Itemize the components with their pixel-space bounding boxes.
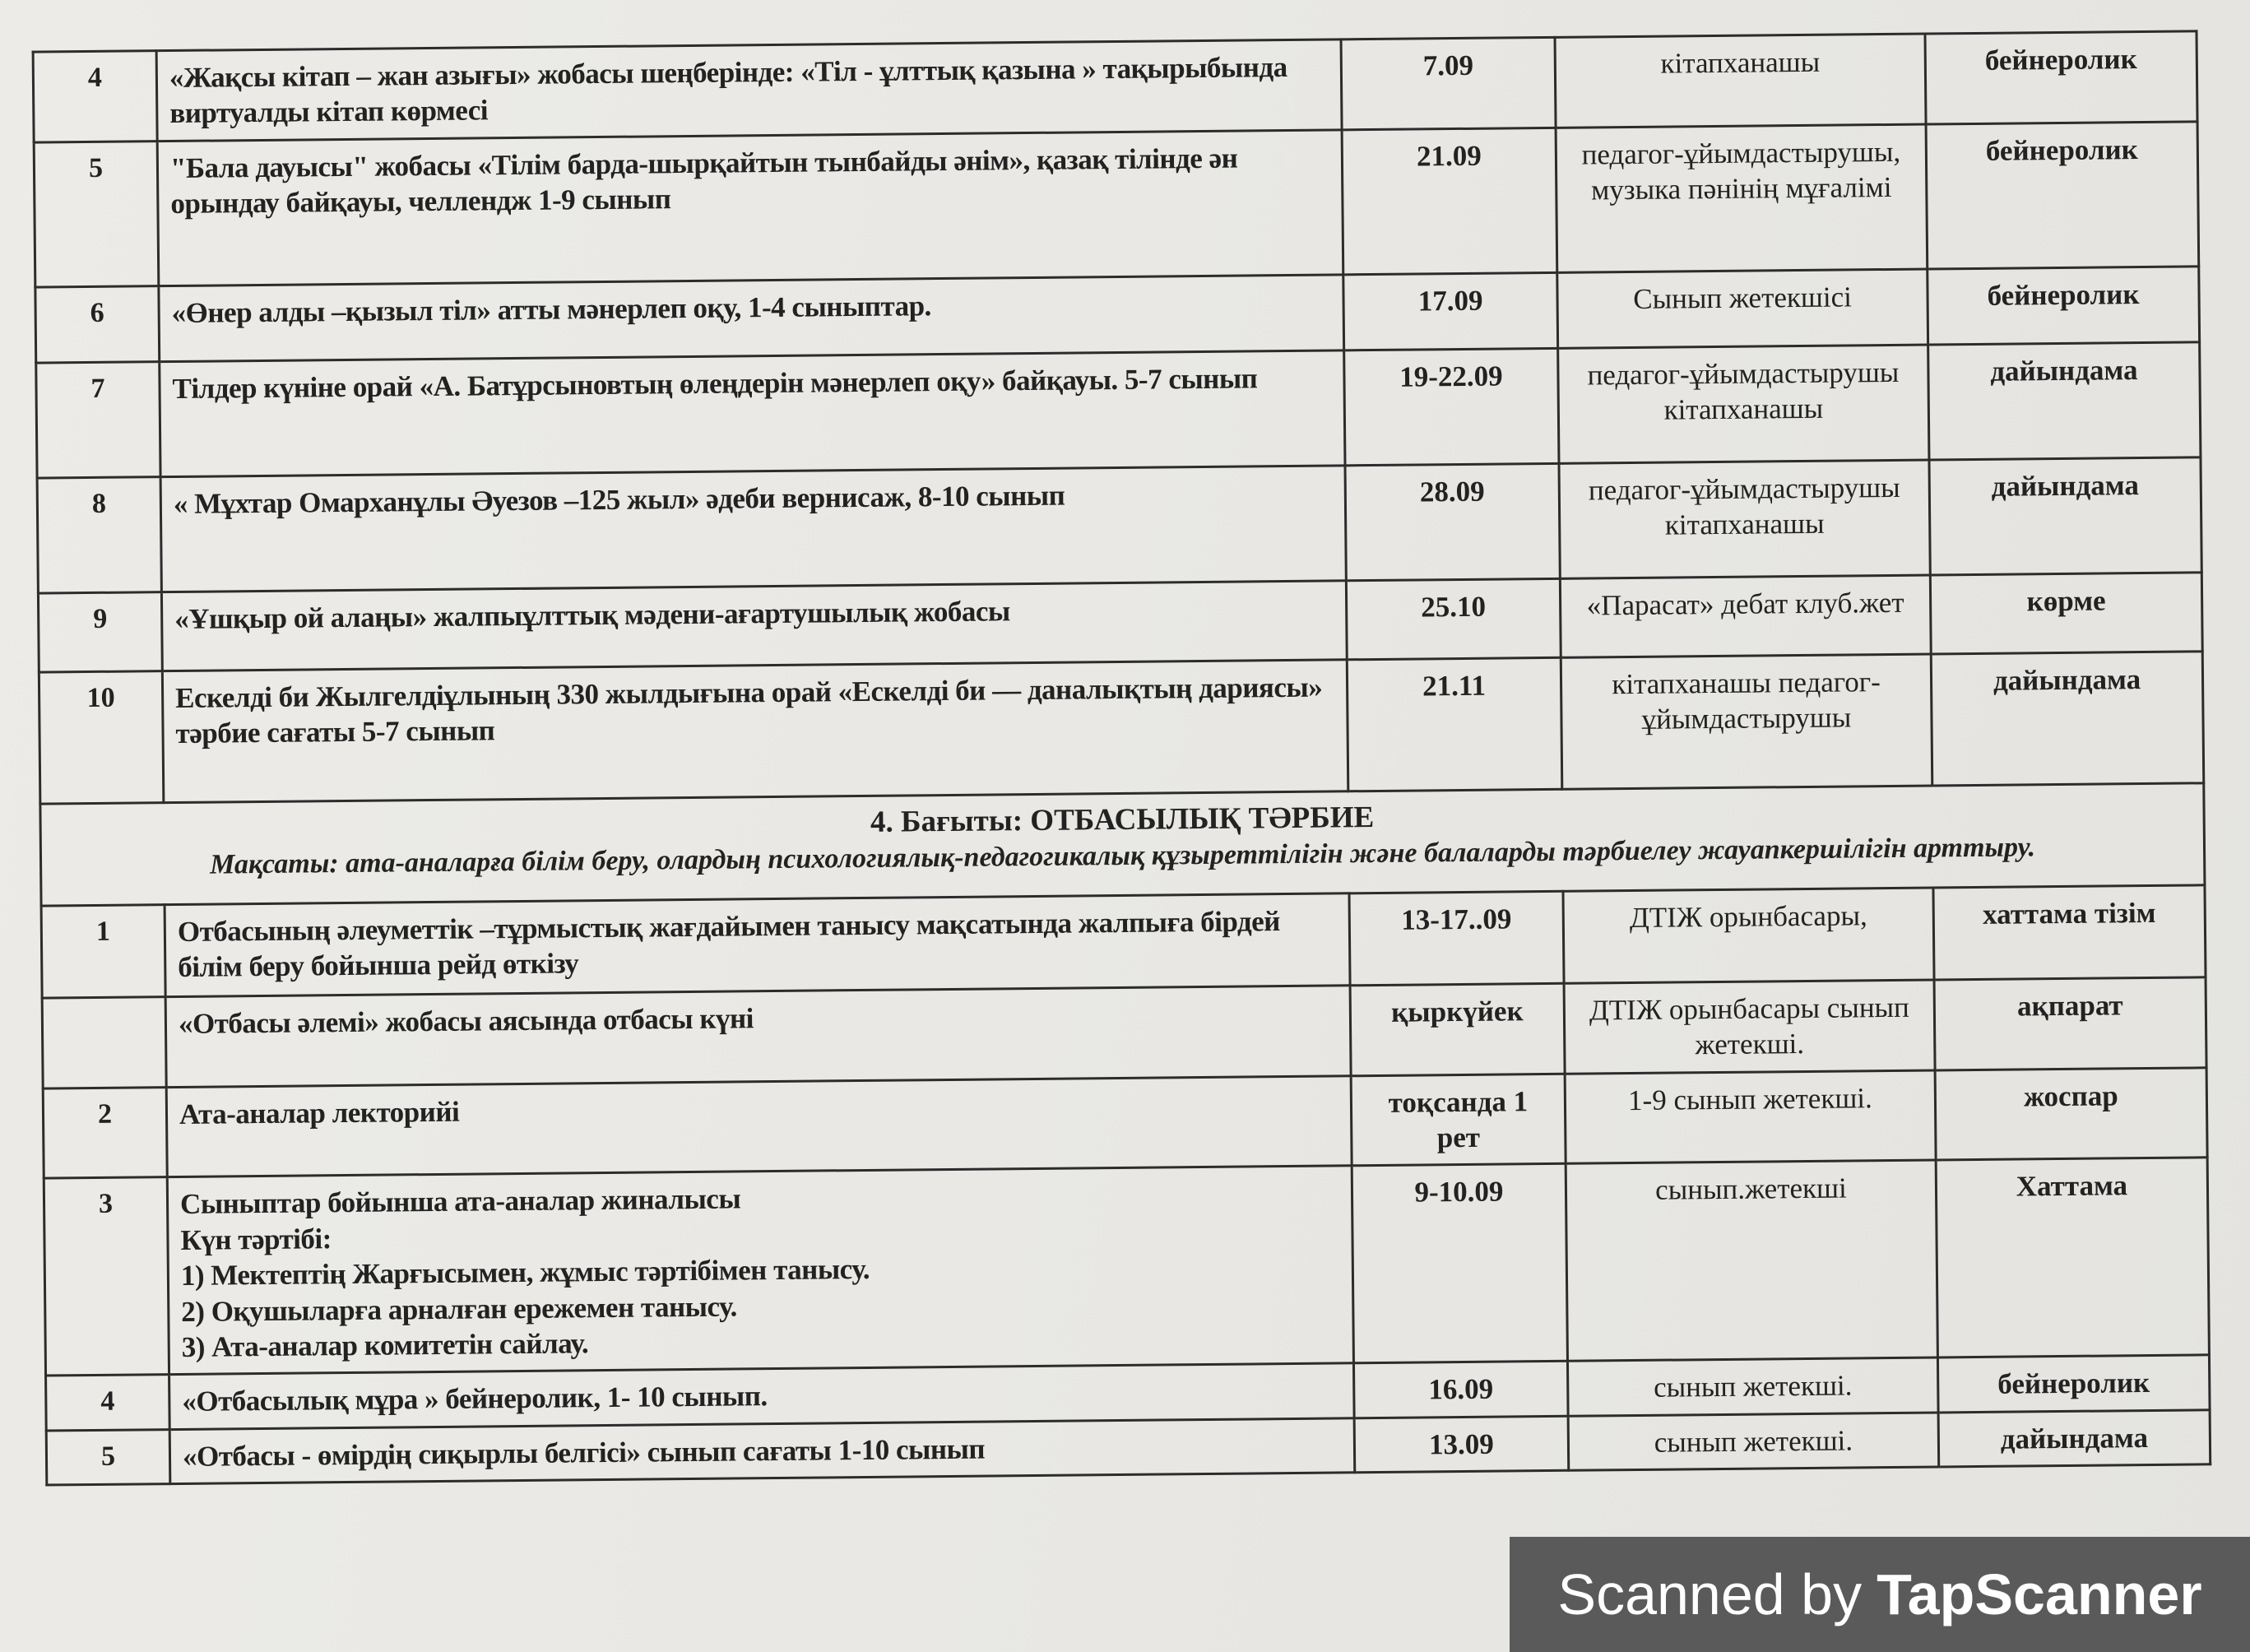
event-output-form: дайындама [1928, 342, 2201, 460]
watermark-brand: TapScanner [1877, 1562, 2202, 1626]
row-number: 1 [41, 904, 165, 997]
event-name: «Отбасы - өмірдің сиқырлы белгісі» сынып сағаты 1-10 сынып [169, 1418, 1355, 1483]
event-date: 25.10 [1346, 578, 1561, 659]
table-row [39, 652, 2203, 804]
table-row [44, 1158, 2209, 1376]
row-number: 8 [37, 476, 161, 592]
event-responsible: сынып жетекші. [1567, 1357, 1938, 1416]
table-row [36, 342, 2201, 478]
event-date: 13.09 [1354, 1416, 1569, 1473]
event-output-form: дайындама [1931, 652, 2204, 786]
row-number: 6 [35, 285, 160, 362]
row-number: 2 [43, 1087, 167, 1178]
row-number [42, 996, 166, 1088]
event-output-form: дайындама [1938, 1409, 2211, 1467]
event-name: "Бала дауысы" жобасы «Тілім барда-шырқайтын тынбайды әнім», қазақ тілінде ән орындау байқауы, челлендж 1-9 сынып [157, 130, 1343, 286]
event-output-form: көрме [1930, 573, 2202, 654]
event-date: 17.09 [1343, 272, 1558, 350]
event-name: Ескелді би Жылгелдіұлының 330 жылдығына орай «Ескелді би — даналықтың дариясы» тәрбие сағаты 5-7 сынып [162, 660, 1348, 803]
event-responsible: ДТІЖ орынбасары, [1563, 888, 1934, 983]
event-output-form: хаттама тізім [1933, 885, 2206, 980]
event-name: «Ұшқыр ой алаңы» жалпыұлттық мәдени-ағартушылық жобасы [161, 581, 1347, 671]
event-date: 21.09 [1342, 128, 1557, 274]
row-number: 3 [44, 1177, 169, 1376]
agenda-item: 1) Мектептің Жарғысымен, жұмыс тәртібімен танысу. [180, 1253, 870, 1292]
table-row [37, 457, 2201, 593]
row-number: 4 [33, 51, 157, 142]
event-date: 7.09 [1341, 37, 1556, 129]
event-responsible: сынып.жетекші [1566, 1160, 1937, 1361]
section-title: 4. Бағыты: ОТБАСЫЛЫҚ ТӘРБИЕ [870, 800, 1375, 839]
event-responsible: 1-9 сынып жетекші. [1565, 1070, 1936, 1164]
event-output-form: бейнеролик [1926, 122, 2199, 269]
event-output-form: Хаттама [1936, 1158, 2209, 1357]
watermark-prefix: Scanned by [1557, 1562, 1863, 1626]
event-name: «Жақсы кітап – жан азығы» жобасы шеңберінде: «Тіл - ұлттық қазына » тақырыбында виртуалды кітап көрмесі [156, 39, 1342, 142]
event-name: «Отбасы әлемі» жобасы аясында отбасы күні [165, 986, 1351, 1088]
scanner-watermark [1510, 1537, 2250, 1652]
event-responsible: кітапханашы педагог-ұйымдастырушы [1561, 654, 1932, 789]
row-number: 4 [46, 1375, 170, 1431]
event-responsible: педагог-ұйымдастырушы кітапханашы [1558, 345, 1929, 463]
event-date: 9-10.09 [1352, 1164, 1567, 1363]
event-date: 13-17..09 [1349, 891, 1564, 985]
event-responsible: «Парасат» дебат клуб.жет [1560, 575, 1931, 657]
meeting-title: Сыныптар бойынша ата-аналар жиналысы [179, 1182, 741, 1221]
row-number: 10 [39, 671, 164, 803]
event-date: 19-22.09 [1344, 348, 1559, 465]
event-responsible: педагог-ұйымдастырушы кітапханашы [1559, 460, 1930, 578]
event-output-form: жоспар [1935, 1067, 2207, 1160]
event-name: Тілдер күніне орай «А. Батұрсыновтың өлеңдерін мәнерлеп оқу» байқауы. 5-7 сынып [160, 350, 1345, 477]
event-plan-table [32, 30, 2212, 1486]
table-row [34, 122, 2199, 287]
event-name: «Отбасылық мұра » бейнеролик, 1- 10 сынып. [169, 1363, 1355, 1429]
row-number: 9 [38, 592, 162, 671]
event-date: 21.11 [1347, 657, 1562, 791]
document-sheet [32, 30, 2250, 1557]
section-goal: Мақсаты: ата-аналарға білім беру, олардың психологиялық-педагогикалық құзыреттілігін және балаларды тәрбиелеу жауапкершілігін арттыру. [209, 831, 2036, 880]
row-number: 5 [46, 1429, 170, 1485]
event-responsible: Сынып жетекшісі [1557, 269, 1928, 348]
event-output-form: ақпарат [1934, 977, 2206, 1070]
event-output-form: бейнеролик [1928, 267, 2200, 345]
event-output-form: дайындама [1929, 457, 2201, 575]
event-responsible: ДТІЖ орынбасары сынып жетекші. [1564, 980, 1935, 1074]
event-output-form: бейнеролик [1937, 1355, 2210, 1413]
row-number: 7 [36, 361, 160, 477]
event-name: « Мұхтар Омарханұлы Әуезов –125 жыл» әдеби вернисаж, 8-10 сынып [160, 466, 1346, 592]
event-date: 16.09 [1353, 1362, 1568, 1418]
agenda-item: 2) Оқушыларға арналған ережемен танысу. [181, 1289, 737, 1328]
agenda-heading: Күн тәртібі: [180, 1222, 332, 1256]
event-responsible: кітапханашы [1555, 34, 1926, 128]
agenda-item: 3) Ата-аналар комитетін сайлау. [181, 1327, 589, 1363]
event-output-form: бейнеролик [1925, 31, 2197, 124]
event-date: тоқсанда 1 рет [1351, 1074, 1566, 1166]
event-name: Отбасының әлеуметтік –тұрмыстық жағдайымен танысу мақсатында жалпыға бірдей білім беру бойынша рейд өткізу [165, 893, 1350, 997]
event-name [167, 1166, 1353, 1375]
event-name: Ата-аналар лекторийі [166, 1075, 1352, 1177]
event-date: қыркүйек [1350, 983, 1565, 1075]
row-number: 5 [34, 141, 159, 286]
event-name: «Өнер алды –қызыл тіл» атты мәнерлеп оқу, 1-4 сыныптар. [159, 275, 1344, 362]
event-responsible: педагог-ұйымдастырушы, музыка пәнінің мұғалімі [1556, 124, 1928, 272]
event-responsible: сынып жетекші. [1568, 1413, 1939, 1471]
event-date: 28.09 [1345, 463, 1560, 580]
